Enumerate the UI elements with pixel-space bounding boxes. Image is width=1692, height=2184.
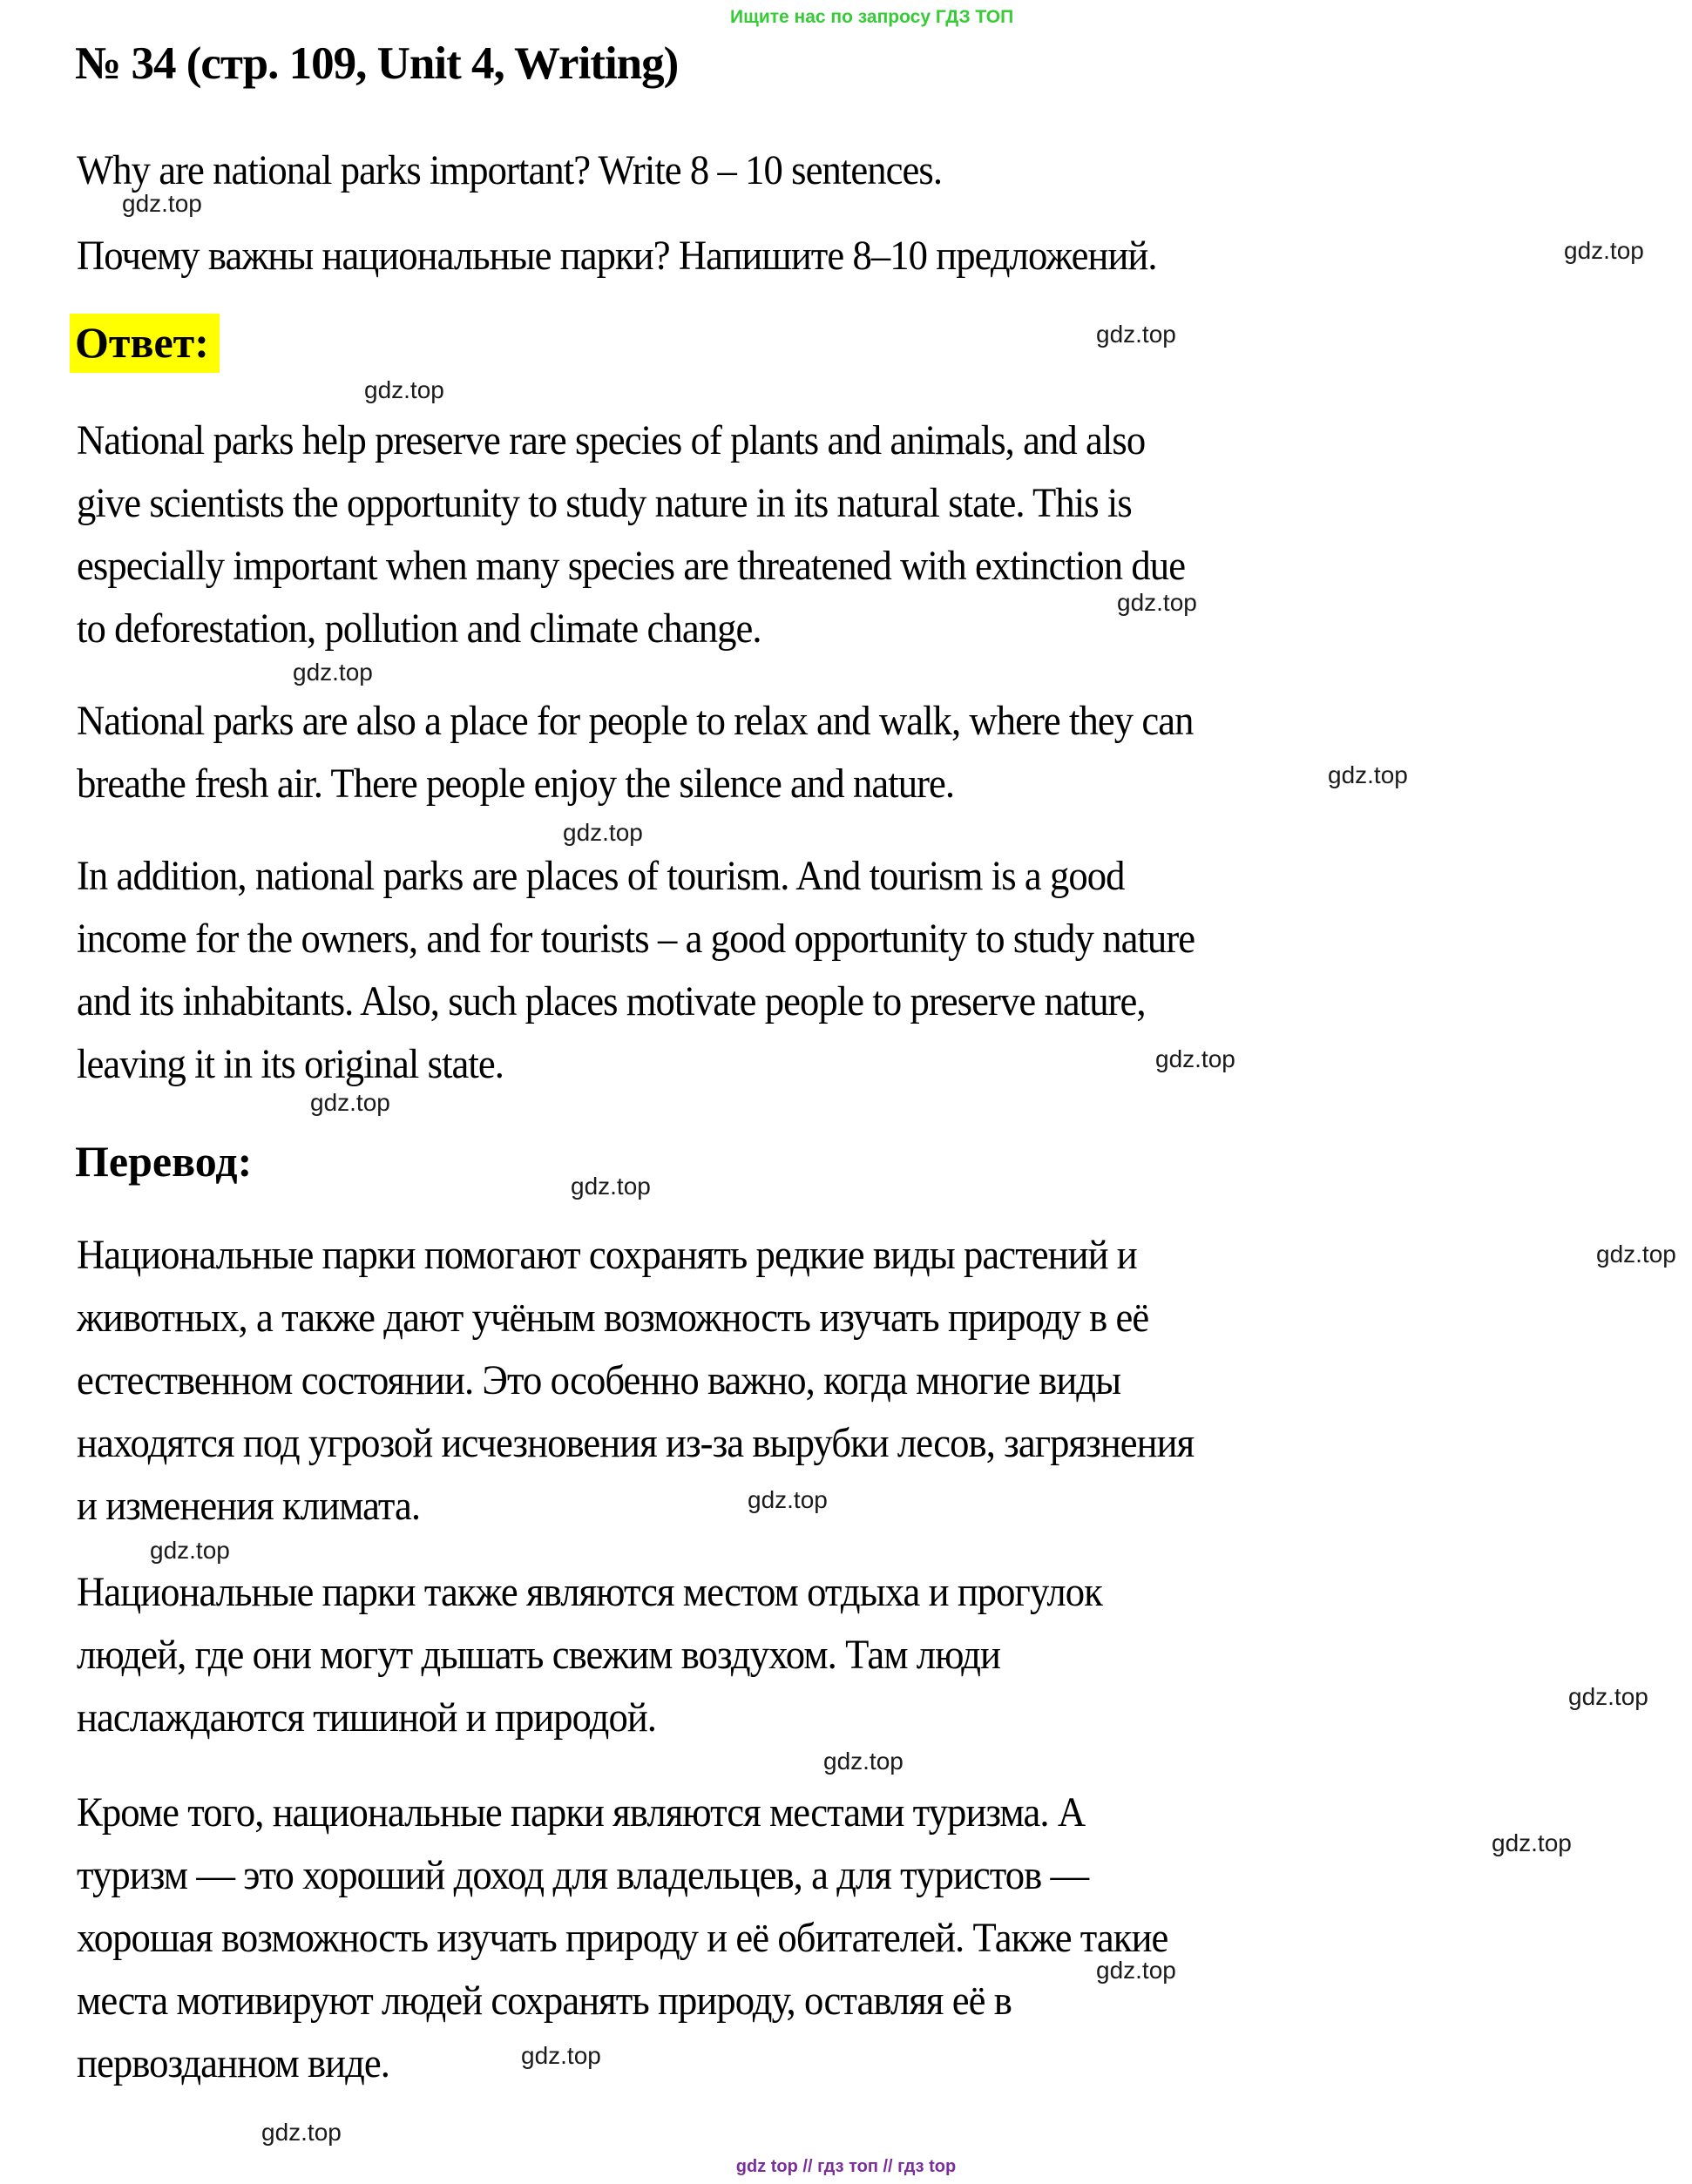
text-line: especially important when many species are threatened with extinction due (77, 543, 1186, 589)
gdz-watermark: gdz.top (1596, 1241, 1676, 1268)
text-line: In addition, national parks are places of tourism. And tourism is a good (77, 853, 1125, 899)
text-line: give scientists the opportunity to study nature in its natural state. This is (77, 480, 1132, 526)
gdz-watermark: gdz.top (1328, 761, 1408, 788)
text-line: находятся под угрозой исчезновения из-за вырубки лесов, загрязнения (77, 1420, 1195, 1466)
text-line: income for the owners, and for tourists – a good opportunity to study nature (77, 916, 1195, 962)
text-line: National parks are also a place for people to relax and walk, where they can (77, 698, 1194, 744)
gdz-watermark: gdz.top (748, 1486, 828, 1513)
translation-paragraph-2 (77, 1561, 1179, 1749)
answer-label: Ответ: (70, 314, 220, 373)
text-line: Кроме того, национальные парки являются местами туризма. А (77, 1789, 1086, 1836)
answer-paragraph-2 (77, 690, 1277, 815)
gdz-watermark: gdz.top (293, 659, 373, 686)
gdz-watermark: gdz.top (563, 819, 643, 846)
text-line: and its inhabitants. Also, such places motivate people to preserve nature, (77, 978, 1146, 1024)
translation-label: Перевод: (75, 1137, 253, 1186)
question-english: Why are national parks important? Write 8 – 10 sentences. (77, 147, 943, 193)
gdz-watermark: gdz.top (150, 1537, 230, 1564)
translation-paragraph-1 (77, 1224, 1278, 1538)
text-line: первозданном виде. (77, 2040, 390, 2086)
text-line: туризм — это хороший доход для владельцев, а для туристов — (77, 1852, 1089, 1898)
text-line: людей, где они могут дышать свежим воздухом. Там люди (77, 1632, 1000, 1678)
gdz-watermark: gdz.top (1117, 589, 1197, 616)
text-line: и изменения климата. (77, 1483, 421, 1529)
gdz-watermark: gdz.top (823, 1748, 904, 1775)
answer-paragraph-3 (77, 845, 1279, 1096)
text-line: Национальные парки также являются местом отдыха и прогулок (77, 1569, 1102, 1615)
text-line: breathe fresh air. There people enjoy the silence and nature. (77, 761, 955, 807)
text-line: животных, а также дают учёным возможность изучать природу в её (77, 1295, 1149, 1341)
text-line: Национальные парки помогают сохранять редкие виды растений и (77, 1232, 1137, 1278)
gdz-watermark: gdz.top (1564, 237, 1644, 264)
gdz-watermark: gdz.top (521, 2042, 601, 2069)
gdz-watermark: gdz.top (364, 376, 444, 403)
text-line: to deforestation, pollution and climate change. (77, 605, 761, 652)
promo-banner: Ищите нас по запросу ГДЗ ТОП (730, 7, 1014, 27)
gdz-watermark: gdz.top (261, 2119, 342, 2146)
text-line: National parks help preserve rare species of plants and animals, and also (77, 417, 1146, 463)
gdz-watermark: gdz.top (1568, 1683, 1648, 1710)
text-line: естественном состоянии. Это особенно важно, когда многие виды (77, 1357, 1121, 1403)
answer-paragraph-1 (77, 409, 1269, 660)
gdz-watermark: gdz.top (1492, 1829, 1572, 1856)
translation-paragraph-3 (77, 1782, 1250, 2095)
gdz-watermark: gdz.top (122, 190, 202, 217)
text-line: наслаждаются тишиной и природой. (77, 1694, 657, 1741)
gdz-watermark: gdz.top (1155, 1045, 1235, 1072)
text-line: места мотивируют людей сохранять природу, оставляя её в (77, 1978, 1012, 2024)
gdz-watermark: gdz.top (1096, 321, 1176, 348)
footer-links-text: gdz top // гдз топ // гдз top (735, 2157, 957, 2176)
question-russian: Почему важны национальные парки? Напишите 8–10 предложений. (77, 233, 1157, 279)
text-line: leaving it in its original state. (77, 1041, 504, 1087)
gdz-watermark: gdz.top (571, 1173, 651, 1200)
gdz-watermark: gdz.top (310, 1089, 390, 1116)
text-line: хорошая возможность изучать природу и её обитателей. Также такие (77, 1915, 1168, 1961)
exercise-heading: № 34 (стр. 109, Unit 4, Writing) (75, 38, 679, 89)
gdz-watermark: gdz.top (1096, 1957, 1176, 1984)
